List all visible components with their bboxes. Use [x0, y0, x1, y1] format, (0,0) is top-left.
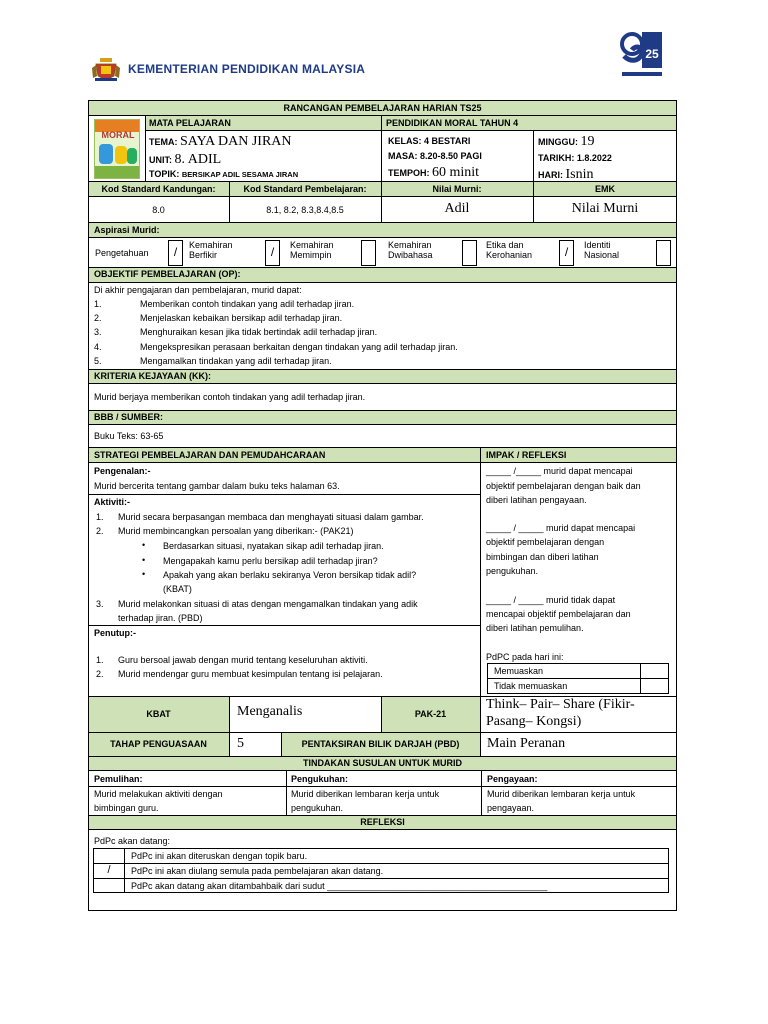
- tema-value: SAYA DAN JIRAN: [180, 134, 292, 149]
- bbb-header: BBB / SUMBER:: [94, 412, 163, 422]
- tarikh-row: [538, 153, 612, 163]
- refleksi-header: REFLEKSI: [360, 817, 405, 827]
- standard-header-nilai: Nilai Murni:: [432, 184, 482, 194]
- tarikh-value: 1.8.2022: [576, 153, 612, 163]
- logo-number: 25: [645, 47, 659, 61]
- standard-header-pembelajaran: Kod Standard Pembelajaran:: [243, 184, 367, 194]
- aspirasi-checkbox-identiti[interactable]: [656, 240, 671, 266]
- refleksi-option: PdPc ini akan diteruskan dengan topik baru.: [131, 851, 308, 861]
- aspirasi-checkbox-etika[interactable]: /: [559, 240, 574, 266]
- pbd-label: PENTAKSIRAN BILIK DARJAH (PBD): [301, 739, 460, 749]
- aspirasi-checkbox-pengetahuan[interactable]: /: [168, 240, 183, 266]
- ministry-header: [90, 55, 365, 83]
- aktiviti-item: Murid membincangkan persoalan yang diberikan:- (PAK21): [118, 526, 354, 536]
- kelas-row: [388, 136, 470, 146]
- impak-line: pengukuhan.: [486, 566, 539, 576]
- rating-memuaskan: Memuaskan: [494, 666, 544, 676]
- rating-checkbox-memuaskan[interactable]: [641, 664, 668, 678]
- masa-label: MASA:: [388, 151, 418, 161]
- emk-value: Nilai Murni: [571, 201, 639, 216]
- aspirasi-kemahiran-berfikir: Kemahiran Berfikir: [189, 240, 233, 261]
- aspirasi-kemahiran-memimpin: Kemahiran Memimpin: [290, 240, 334, 261]
- kelas-value: 4 BESTARI: [424, 136, 471, 146]
- rating-checkbox-tidak[interactable]: [641, 679, 668, 693]
- tempoh-row: [388, 165, 479, 181]
- textbook-cover-image: [94, 119, 140, 179]
- objektif-intro: Di akhir pengajaran dan pembelajaran, murid dapat:: [94, 285, 302, 295]
- impak-line: _____ /_____ murid dapat mencapai: [486, 466, 633, 476]
- aktiviti-item-cont: terhadap jiran. (PBD): [118, 613, 203, 623]
- kbat-label: KBAT: [146, 709, 171, 719]
- refleksi-checkbox-1[interactable]: [94, 849, 124, 863]
- aktiviti-item: Murid secara berpasangan membaca dan menghayati situasi dalam gambar.: [118, 512, 424, 522]
- masa-row: [388, 151, 482, 161]
- objektif-item: Menghuraikan kesan jika tidak bertindak adil terhadap jiran.: [140, 327, 378, 337]
- bullet-item: Berdasarkan situasi, nyatakan sikap adil terhadap jiran.: [163, 541, 384, 551]
- objektif-item: Mengekspresikan perasaan berkaitan dengan tindakan yang adil terhadap jiran.: [140, 342, 458, 352]
- tahap-value: 5: [237, 736, 244, 751]
- ts25-logo-icon: [618, 28, 666, 80]
- pak21-label: PAK-21: [414, 709, 447, 719]
- aktiviti-item: Murid melakonkan situasi di atas dengan mengamalkan tindakan yang adik: [118, 599, 418, 609]
- standard-header-kandungan: Kod Standard Kandungan:: [101, 184, 216, 194]
- aspirasi-header: Aspirasi Murid:: [94, 225, 160, 235]
- subject-name: PENDIDIKAN MORAL TAHUN 4: [386, 118, 519, 128]
- kriteria-text: Murid berjaya memberikan contoh tindakan yang adil terhadap jiran.: [94, 392, 366, 402]
- standard-value-pembelajaran: 8.1, 8.2, 8.3,8.4,8.5: [266, 205, 344, 215]
- aspirasi-identiti-nasional: Identiti Nasional: [584, 240, 620, 261]
- pdpc-label: PdPC pada hari ini:: [486, 652, 564, 662]
- pbd-value: Main Peranan: [487, 736, 566, 751]
- impak-line: _____ / _____ murid dapat mencapai: [486, 523, 636, 533]
- pengenalan-text: Murid bercerita tentang gambar dalam buku teks halaman 63.: [94, 481, 340, 491]
- minggu-row: [538, 134, 595, 150]
- impak-line: mencapai objektif pembelajaran dan: [486, 609, 631, 619]
- impak-line: objektif pembelajaran dengan: [486, 537, 605, 547]
- cover-title: MORAL: [101, 130, 135, 140]
- unit-label: UNIT:: [149, 155, 172, 165]
- pengayaan-text-cont: pengayaan.: [487, 803, 535, 813]
- unit-value: 8. ADIL: [174, 152, 222, 167]
- bullet-icon: •: [142, 555, 146, 565]
- mata-pelajaran-label: MATA PELAJARAN: [149, 118, 231, 128]
- aspirasi-checkbox-berfikir[interactable]: /: [265, 240, 280, 266]
- impak-line: diberi latihan pengayaan.: [486, 495, 587, 505]
- tahap-label: TAHAP PENGUASAAN: [110, 739, 207, 749]
- standard-header-emk: EMK: [595, 184, 615, 194]
- tindakan-header: TINDAKAN SUSULAN UNTUK MURID: [303, 758, 462, 768]
- unit-row: [149, 152, 221, 168]
- objektif-item: Mengamalkan tindakan yang adil terhadap jiran.: [140, 356, 332, 366]
- minggu-value: 19: [580, 134, 595, 149]
- aspirasi-kemahiran-dwibahasa: Kemahiran Dwibahasa: [388, 240, 433, 261]
- aspirasi-etika-kerohanian: Etika dan Kerohanian: [486, 240, 533, 261]
- bullet-item: Mengapakah kamu perlu bersikap adil terhadap jiran?: [163, 556, 378, 566]
- refleksi-checkbox-3[interactable]: [94, 879, 124, 893]
- bullet-item: Apakah yang akan berlaku sekiranya Veron bersikap tidak adil?: [163, 570, 417, 580]
- hari-label: HARI:: [538, 170, 563, 180]
- refleksi-intro: PdPc akan datang:: [94, 836, 171, 846]
- pemulihan-text: Murid melakukan aktiviti dengan: [94, 789, 223, 799]
- aktiviti-label: Aktiviti:-: [94, 497, 130, 507]
- tarikh-label: TARIKH:: [538, 153, 575, 163]
- coat-of-arms-icon: [90, 56, 122, 82]
- aspirasi-pengetahuan: Pengetahuan: [95, 248, 149, 258]
- penutup-item: Murid mendengar guru membuat kesimpulan tentang isi pelajaran.: [118, 669, 383, 679]
- strategi-header: STRATEGI PEMBELAJARAN DAN PEMUDAHCARAAN: [94, 450, 326, 460]
- kbat-value: Menganalis: [237, 704, 303, 719]
- refleksi-checkbox-2[interactable]: /: [107, 864, 111, 876]
- topik-row: [149, 169, 298, 180]
- impak-header: IMPAK / REFLEKSI: [486, 450, 567, 460]
- hari-value: Isnin: [565, 167, 594, 182]
- ministry-name: KEMENTERIAN PENDIDIKAN MALAYSIA: [128, 62, 366, 76]
- impak-line: _____ / _____ murid tidak dapat: [486, 595, 616, 605]
- rating-tidak-memuaskan: Tidak memuaskan: [494, 681, 568, 691]
- impak-line: objektif pembelajaran dengan baik dan: [486, 481, 641, 491]
- kriteria-header: KRITERIA KEJAYAAN (KK):: [94, 371, 212, 381]
- refleksi-option: PdPc ini akan diulang semula pada pembelajaran akan datang.: [131, 866, 384, 876]
- topik-label: TOPIK:: [149, 169, 180, 179]
- bullet-icon: •: [142, 540, 146, 550]
- pengenalan-label: Pengenalan:-: [94, 466, 151, 476]
- tempoh-value: 60 minit: [432, 165, 480, 180]
- nilai-murni-value: Adil: [444, 201, 470, 216]
- impak-line: bimbingan dan diberi latihan: [486, 552, 599, 562]
- pengayaan-text: Murid diberikan lembaran kerja untuk: [487, 789, 636, 799]
- bullet-item-cont: (KBAT): [163, 584, 192, 594]
- pengayaan-label: Pengayaan:: [487, 774, 538, 784]
- tema-label: TEMA:: [149, 137, 178, 147]
- aspirasi-checkbox-memimpin[interactable]: [361, 240, 376, 266]
- penutup-label: Penutup:-: [94, 628, 136, 638]
- objektif-header: OBJEKTIF PEMBELAJARAN (OP):: [94, 269, 241, 279]
- bbb-text: Buku Teks: 63-65: [94, 431, 164, 441]
- objektif-item: Menjelaskan kebaikan bersikap adil terhadap jiran.: [140, 313, 343, 323]
- pengukuhan-text-cont: pengukuhan.: [291, 803, 344, 813]
- masa-value: 8.20-8.50 PAGI: [420, 151, 482, 161]
- kelas-label: KELAS:: [388, 136, 422, 146]
- penutup-item: Guru bersoal jawab dengan murid tentang keseluruhan aktiviti.: [118, 655, 368, 665]
- refleksi-option: PdPc akan datang akan ditambahbaik dari sudut ____________________________________________: [131, 881, 548, 891]
- hari-row: [538, 167, 594, 183]
- pak21-value-line1: Think– Pair– Share (Fikir-: [486, 697, 635, 712]
- impak-line: diberi latihan pemulihan.: [486, 623, 584, 633]
- pak21-value-line2: Pasang– Kongsi): [486, 714, 582, 729]
- bullet-icon: •: [142, 569, 146, 579]
- tempoh-label: TEMPOH:: [388, 168, 430, 178]
- minggu-label: MINGGU:: [538, 137, 578, 147]
- pengukuhan-label: Pengukuhan:: [291, 774, 349, 784]
- objektif-item: Memberikan contoh tindakan yang adil terhadap jiran.: [140, 299, 355, 309]
- pemulihan-label: Pemulihan:: [94, 774, 143, 784]
- plan-title: RANCANGAN PEMBELAJARAN HARIAN TS25: [283, 103, 482, 113]
- aspirasi-checkbox-dwibahasa[interactable]: [462, 240, 477, 266]
- pemulihan-text-cont: bimbingan guru.: [94, 803, 159, 813]
- standard-value-kandungan: 8.0: [152, 205, 165, 215]
- tema-row: [149, 134, 292, 150]
- pengukuhan-text: Murid diberikan lembaran kerja untuk: [291, 789, 440, 799]
- topik-value: BERSIKAP ADIL SESAMA JIRAN: [181, 170, 299, 179]
